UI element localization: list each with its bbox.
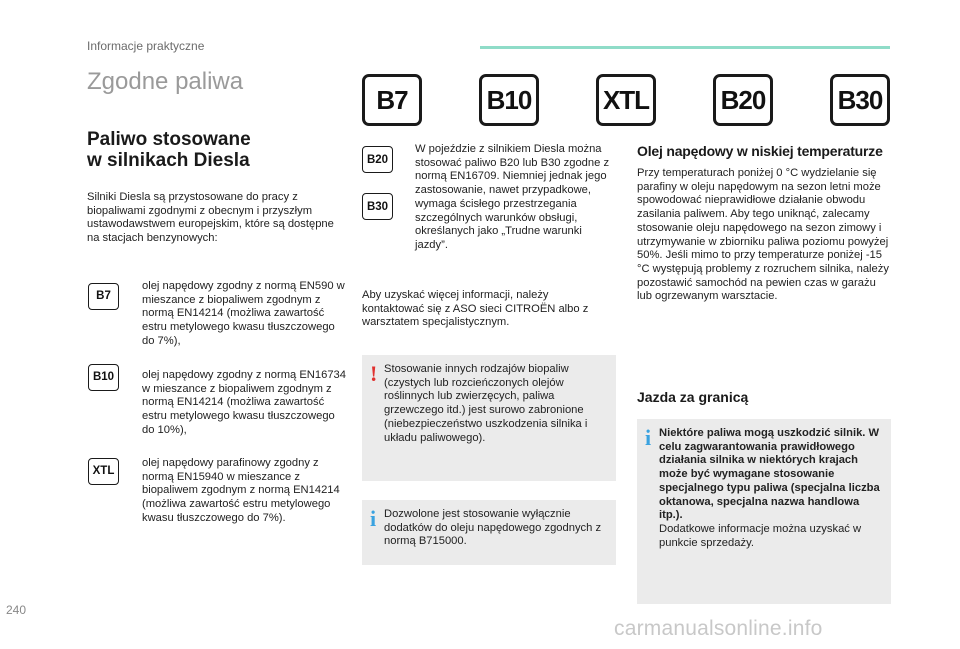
fuel-item-badge: B10 — [88, 364, 119, 391]
fuel-item-text: olej napędowy zgodny z normą EN16734 w mieszance z biopaliwem zgodnym z normą EN14214 (możliwa zawartość estru metylowego kwasu tłuszczowego do 10%), — [142, 369, 346, 436]
additives-note-text: Dozwolone jest stosowanie wyłącznie dodatków do oleju napędowego zgodnych z normą B715000. — [384, 508, 602, 548]
diesel-fuel-heading-line1: Paliwo stosowane — [87, 129, 251, 150]
info-icon: i — [645, 425, 652, 450]
warning-box — [362, 355, 616, 481]
diesel-intro-text: Silniki Diesla są przystosowane do pracy z biopaliwami zgodnymi z obecnym i przyszłym ustawodawstwem europejskim, które są dostępne na stacjach benzynowych: — [87, 191, 334, 245]
info-icon: i — [370, 506, 377, 531]
cold-diesel-text: Przy temperaturach poniżej 0 °C wydzielanie się parafiny w oleju napędowym na sezon letni może spowodować nieprawidłowe działanie obwodu zasilania paliwem. Aby tego uniknąć, zalecamy stosowanie oleju napędowego na sezon zimowy i utrzymywanie w zbiorniku paliwa poziomu powyżej 50%. Jeśli mimo to przy temperaturze poniżej -15 °C występują problemy z rozruchem silnika, należy pozostawić samochód na pewien czas w garażu lub ogrzewanym warsztacie. — [637, 167, 889, 303]
driving-abroad-heading: Jazda za granicą — [637, 389, 749, 405]
additives-note-box — [362, 500, 616, 565]
badge-b7: B7 — [362, 74, 422, 126]
watermark: carmanualsonline.info — [614, 617, 823, 640]
diesel-fuel-heading — [87, 129, 327, 171]
abroad-note-bold: Niektóre paliwa mogą uszkodzić silnik. W celu zagwarantowania prawidłowego działania silnika w niektórych krajach może być wymagane stosowanie specjalnego typu paliwa (specjalna liczba oktanowa, specjalna nazwa handlowa itp.). — [659, 427, 880, 522]
warning-icon: ! — [370, 361, 378, 386]
page-number: 240 — [6, 603, 27, 617]
section-header: Informacje praktyczne — [87, 39, 205, 53]
fuel-item-text: olej napędowy zgodny z normą EN590 w mieszance z biopaliwem zgodnym z normą EN14214 (możliwa zawartość estru metylowego kwasu tłuszczowego do 7%), — [142, 280, 345, 347]
page-title: Zgodne paliwa — [87, 68, 244, 95]
badge-b10: B10 — [479, 74, 539, 126]
more-info-text: Aby uzyskać więcej informacji, należy kontaktować się z ASO sieci CITROËN albo z warsztatem specjalistycznym. — [362, 289, 589, 329]
badge-xtl: XTL — [596, 74, 656, 126]
header-accent-bar — [480, 46, 890, 49]
abroad-note-regular: Dodatkowe informacje można uzyskać w punkcie sprzedaży. — [659, 522, 862, 549]
fuel-item-text: olej napędowy parafinowy zgodny z normą EN15940 w mieszance z biopaliwem zgodnym z normą EN14214 (możliwa zawartość estru metylowego kwasu tłuszczowego do 7%). — [142, 457, 340, 524]
badge-b20-small: B20 — [362, 146, 393, 173]
fuel-item-badge: B7 — [88, 283, 119, 310]
badge-b30: B30 — [830, 74, 890, 126]
diesel-fuel-heading-line2: w silnikach Diesla — [87, 150, 250, 171]
cold-diesel-heading: Olej napędowy w niskiej temperaturze — [637, 143, 883, 159]
abroad-note-content — [659, 427, 881, 550]
badge-b30-small: B30 — [362, 193, 393, 220]
b20-b30-text: W pojeździe z silnikiem Diesla można stosować paliwo B20 lub B30 zgodne z normą EN16709. Niemniej jednak jego zastosowanie, nawet przypadkowe, wymaga ścisłego przestrzegania szczególnych warunków obsługi, określanych jako „Trudne warunki jazdy”. — [415, 143, 610, 251]
abroad-note-box — [637, 419, 891, 604]
badge-b20: B20 — [713, 74, 773, 126]
fuel-item-badge: XTL — [88, 458, 119, 485]
warning-text: Stosowanie innych rodzajów biopaliw (czystych lub rozcieńczonych olejów roślinnych lub zwierzęcych, paliwa grzewczego itd.) jest surowo zabronione (niebezpieczeństwo uszkodzenia silnika i układu paliwowego). — [384, 363, 588, 444]
